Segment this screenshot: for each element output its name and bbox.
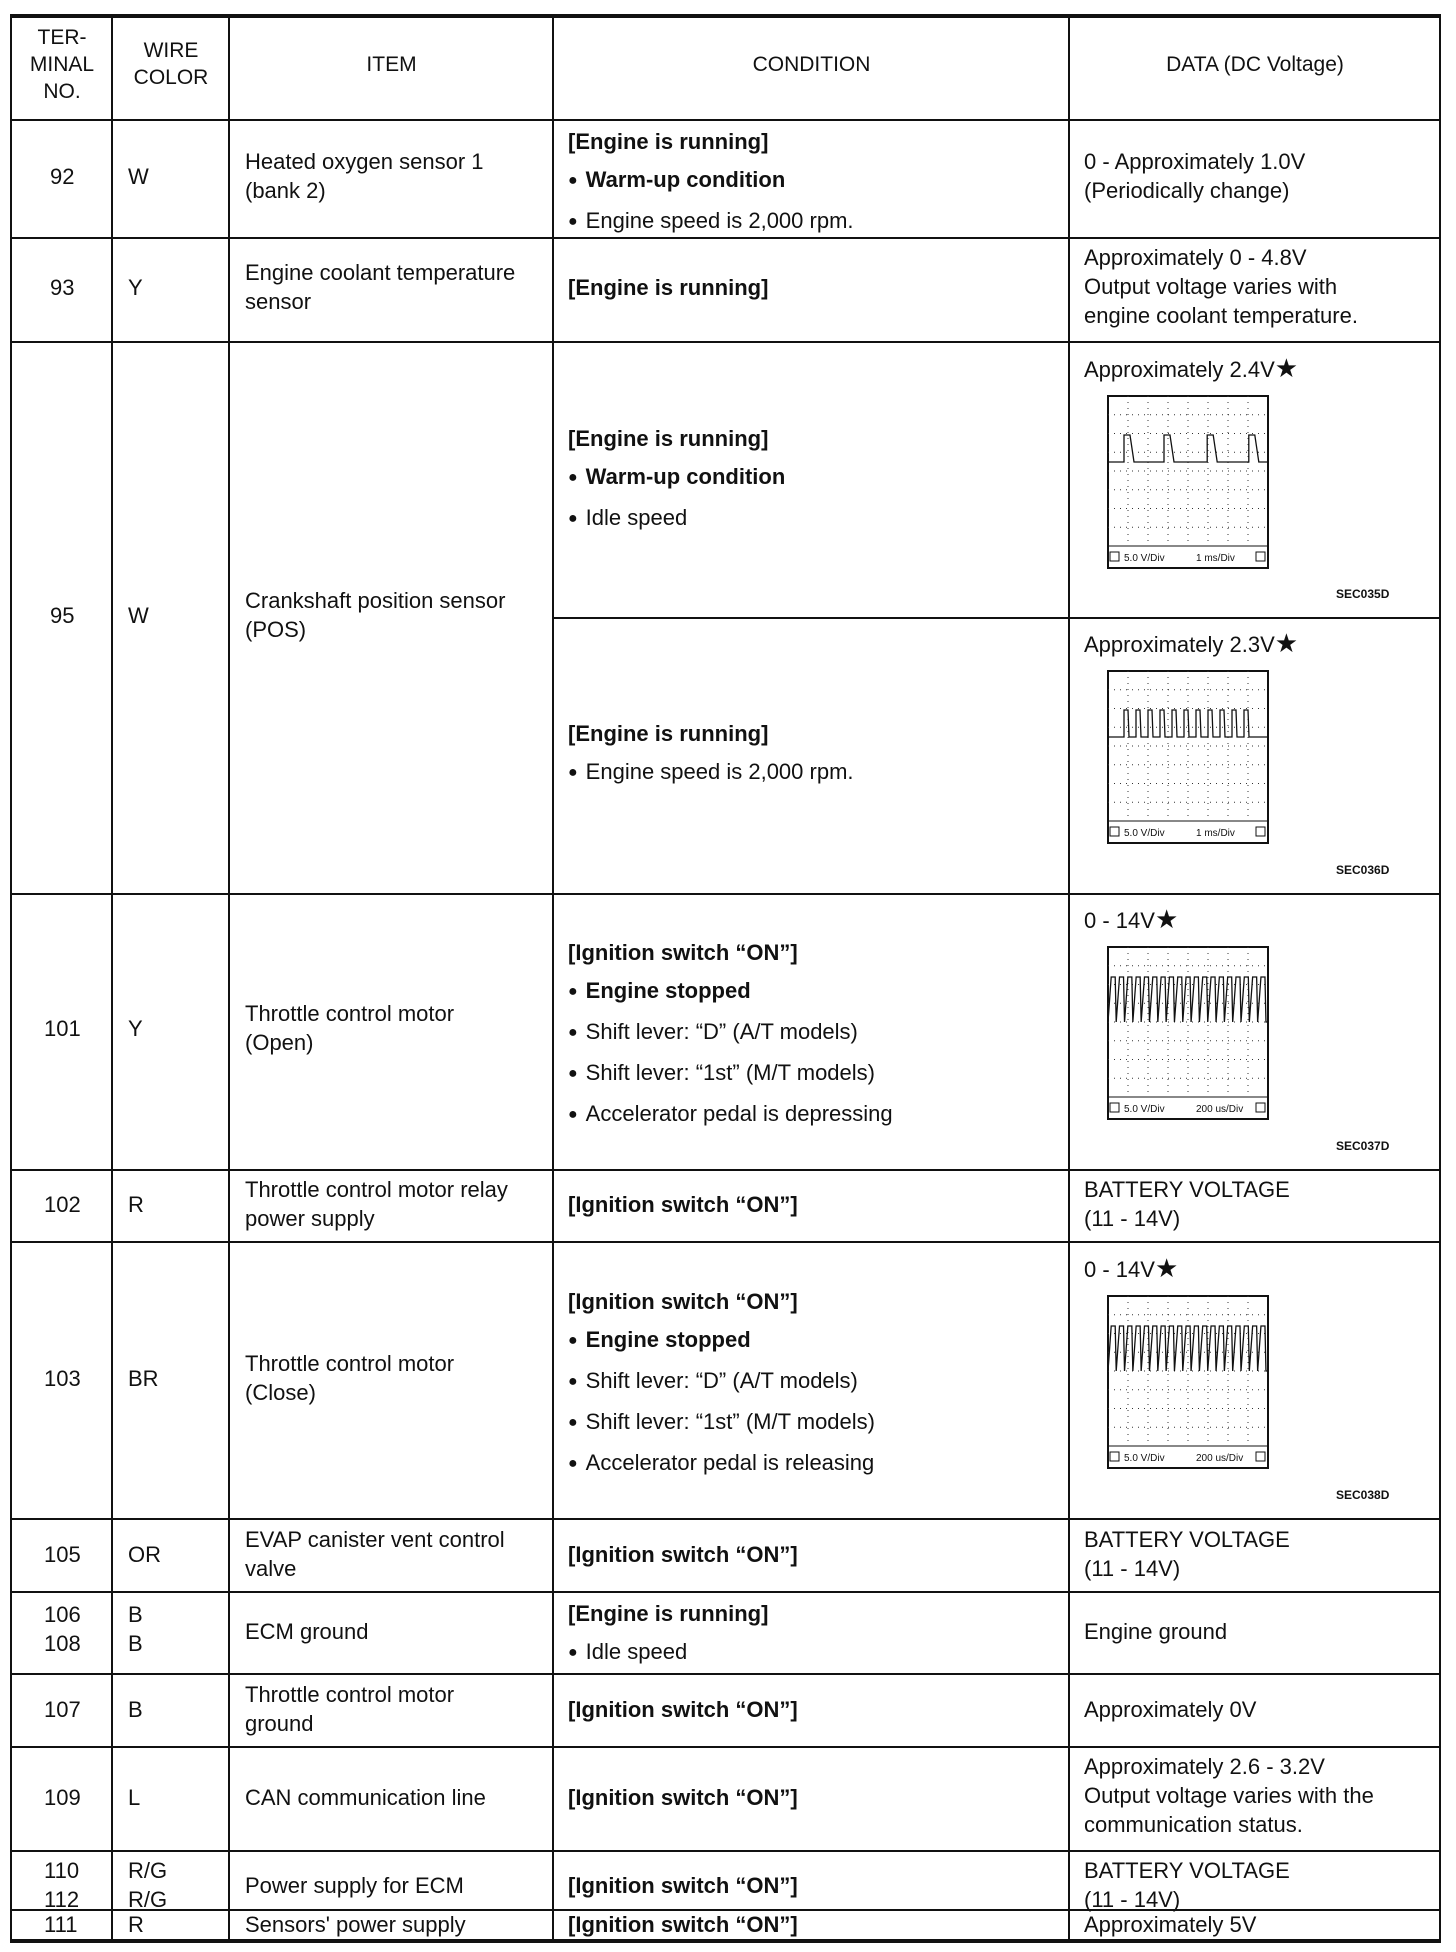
scope-frame bbox=[1108, 396, 1268, 568]
wire-color: B B bbox=[128, 1602, 143, 1656]
condition-text: [Ignition switch “ON”] bbox=[568, 1873, 798, 1898]
wire-color: Y bbox=[128, 275, 143, 300]
scope-frame bbox=[1108, 1296, 1268, 1468]
data-text: BATTERY VOLTAGE (11 - 14V) bbox=[1084, 1858, 1290, 1912]
figure-code: SEC035D bbox=[1336, 587, 1390, 601]
grid-line bbox=[1439, 15, 1441, 1941]
scope-time-label: 1 ms/Div bbox=[1196, 553, 1235, 564]
condition-text: [Ignition switch “ON”] bbox=[568, 1542, 798, 1567]
scope-time-label: 200 us/Div bbox=[1196, 1453, 1244, 1464]
condition-text: [Engine is running] bbox=[568, 275, 769, 300]
condition-text: [Engine is running] ● Warm-up condition ● Idle speed bbox=[568, 420, 785, 540]
scope-scale-label: 5.0 V/Div bbox=[1124, 1104, 1165, 1115]
figure-code: SEC038D bbox=[1336, 1488, 1390, 1502]
item-text: Heated oxygen sensor 1 (bank 2) bbox=[245, 149, 484, 203]
wire-color: L bbox=[128, 1785, 141, 1810]
scope-scale-label: 5.0 V/Div bbox=[1124, 1453, 1165, 1464]
terminal-number: 105 bbox=[44, 1542, 81, 1567]
item-text: EVAP canister vent control valve bbox=[245, 1527, 505, 1581]
figure-code: SEC036D bbox=[1336, 863, 1390, 877]
wire-color: R/G R/G bbox=[128, 1858, 168, 1912]
condition-text: [Ignition switch “ON”] bbox=[568, 1192, 798, 1217]
header-item: ITEM bbox=[366, 53, 417, 76]
terminal-number: 92 bbox=[50, 164, 75, 189]
item-text: Sensors' power supply bbox=[245, 1912, 466, 1937]
item-text: Engine coolant temperature sensor bbox=[245, 260, 516, 314]
data-text: 0 - 14V★ bbox=[1084, 904, 1179, 934]
grid-line bbox=[10, 15, 12, 1941]
terminal-number: 93 bbox=[50, 275, 75, 300]
grid-line bbox=[10, 1850, 1441, 1852]
data-text: 0 - Approximately 1.0V (Periodically change) bbox=[1084, 149, 1306, 203]
star-icon: ★ bbox=[1154, 904, 1179, 934]
grid-line bbox=[10, 1169, 1441, 1171]
item-text: Power supply for ECM bbox=[245, 1873, 464, 1898]
data-text: 0 - 14V★ bbox=[1084, 1253, 1179, 1283]
grid-line bbox=[552, 617, 1441, 619]
oscilloscope-waveform bbox=[1106, 669, 1270, 851]
header-terminal: TER- MINAL NO. bbox=[29, 26, 95, 103]
item-text: Throttle control motor ground bbox=[245, 1682, 455, 1736]
condition-text: [Ignition switch “ON”] ● Engine stopped ● Shift lever: “D” (A/T models) ● Shift lever: “1st” (M/T models) ● Accelerator pedal is depressing bbox=[568, 934, 893, 1136]
grid-line bbox=[1068, 15, 1070, 1941]
condition-text: [Engine is running] ● Idle speed bbox=[568, 1595, 768, 1674]
data-text: Approximately 2.3V★ bbox=[1084, 628, 1299, 658]
condition-text: [Engine is running] ● Engine speed is 2,000 rpm. bbox=[568, 715, 854, 794]
grid-line bbox=[10, 1518, 1441, 1520]
condition-text: [Ignition switch “ON”] bbox=[568, 1697, 798, 1722]
wire-color: W bbox=[128, 603, 149, 628]
terminal-number: 95 bbox=[50, 603, 75, 628]
data-text: Approximately 5V bbox=[1084, 1912, 1257, 1937]
grid-line bbox=[10, 1241, 1441, 1243]
item-text: Throttle control motor relay power supply bbox=[245, 1177, 508, 1231]
scope-frame bbox=[1108, 947, 1268, 1119]
header-wire-color: WIRE COLOR bbox=[133, 39, 209, 89]
figure-code: SEC037D bbox=[1336, 1139, 1390, 1153]
scope-scale-label: 5.0 V/Div bbox=[1124, 553, 1165, 564]
star-icon: ★ bbox=[1274, 353, 1299, 383]
terminal-number: 106 108 bbox=[44, 1602, 81, 1656]
grid-line bbox=[552, 15, 554, 1941]
wire-color: B bbox=[128, 1697, 143, 1722]
data-text: Engine ground bbox=[1084, 1619, 1228, 1644]
condition-text: [Ignition switch “ON”] bbox=[568, 1912, 798, 1937]
condition-text: [Ignition switch “ON”] ● Engine stopped ● Shift lever: “D” (A/T models) ● Shift lever: “1st” (M/T models) ● Accelerator pedal is releasing bbox=[568, 1283, 875, 1485]
condition-text: [Ignition switch “ON”] bbox=[568, 1785, 798, 1810]
item-text: Throttle control motor (Open) bbox=[245, 1001, 455, 1055]
data-text: Approximately 2.4V★ bbox=[1084, 353, 1299, 383]
data-text: Approximately 0 - 4.8V Output voltage varies with engine coolant temperature. bbox=[1084, 245, 1358, 328]
wire-color: Y bbox=[128, 1016, 143, 1041]
scope-time-label: 200 us/Div bbox=[1196, 1104, 1244, 1115]
scope-time-label: 1 ms/Div bbox=[1196, 828, 1235, 839]
terminal-number: 101 bbox=[44, 1016, 81, 1041]
grid-line bbox=[111, 15, 113, 1941]
item-text: CAN communication line bbox=[245, 1785, 486, 1810]
header-condition: CONDITION bbox=[752, 53, 871, 76]
data-text: Approximately 2.6 - 3.2V Output voltage varies with the communication status. bbox=[1084, 1754, 1374, 1837]
oscilloscope-waveform bbox=[1106, 1294, 1270, 1476]
data-text: Approximately 0V bbox=[1084, 1697, 1257, 1722]
wire-color: R bbox=[128, 1912, 144, 1937]
wire-color: R bbox=[128, 1192, 144, 1217]
terminal-number: 107 bbox=[44, 1697, 81, 1722]
item-text: Crankshaft position sensor (POS) bbox=[245, 588, 506, 642]
terminal-number: 111 bbox=[44, 1912, 78, 1937]
grid-line bbox=[10, 119, 1441, 121]
grid-line bbox=[10, 14, 1441, 18]
terminal-number: 109 bbox=[44, 1785, 81, 1810]
grid-line bbox=[10, 1591, 1441, 1593]
oscilloscope-waveform bbox=[1106, 945, 1270, 1127]
grid-line bbox=[228, 15, 230, 1941]
scope-frame bbox=[1108, 671, 1268, 843]
item-text: Throttle control motor (Close) bbox=[245, 1351, 455, 1405]
grid-line bbox=[10, 1746, 1441, 1748]
header-data: DATA (DC Voltage) bbox=[1166, 53, 1344, 76]
wire-color: OR bbox=[128, 1542, 161, 1567]
star-icon: ★ bbox=[1274, 628, 1299, 658]
item-text: ECM ground bbox=[245, 1619, 369, 1644]
wire-color: W bbox=[128, 164, 149, 189]
scope-scale-label: 5.0 V/Div bbox=[1124, 828, 1165, 839]
wire-color: BR bbox=[128, 1366, 159, 1391]
oscilloscope-waveform bbox=[1106, 394, 1270, 576]
terminal-number: 103 bbox=[44, 1366, 81, 1391]
condition-text: [Engine is running] ● Warm-up condition ● Engine speed is 2,000 rpm. bbox=[568, 123, 854, 243]
grid-line bbox=[10, 341, 1441, 343]
grid-line bbox=[10, 893, 1441, 895]
data-text: BATTERY VOLTAGE (11 - 14V) bbox=[1084, 1527, 1290, 1581]
star-icon: ★ bbox=[1154, 1253, 1179, 1283]
terminal-number: 110 112 bbox=[44, 1858, 80, 1912]
grid-line bbox=[10, 1939, 1441, 1943]
data-text: BATTERY VOLTAGE (11 - 14V) bbox=[1084, 1177, 1290, 1231]
terminal-number: 102 bbox=[44, 1192, 81, 1217]
